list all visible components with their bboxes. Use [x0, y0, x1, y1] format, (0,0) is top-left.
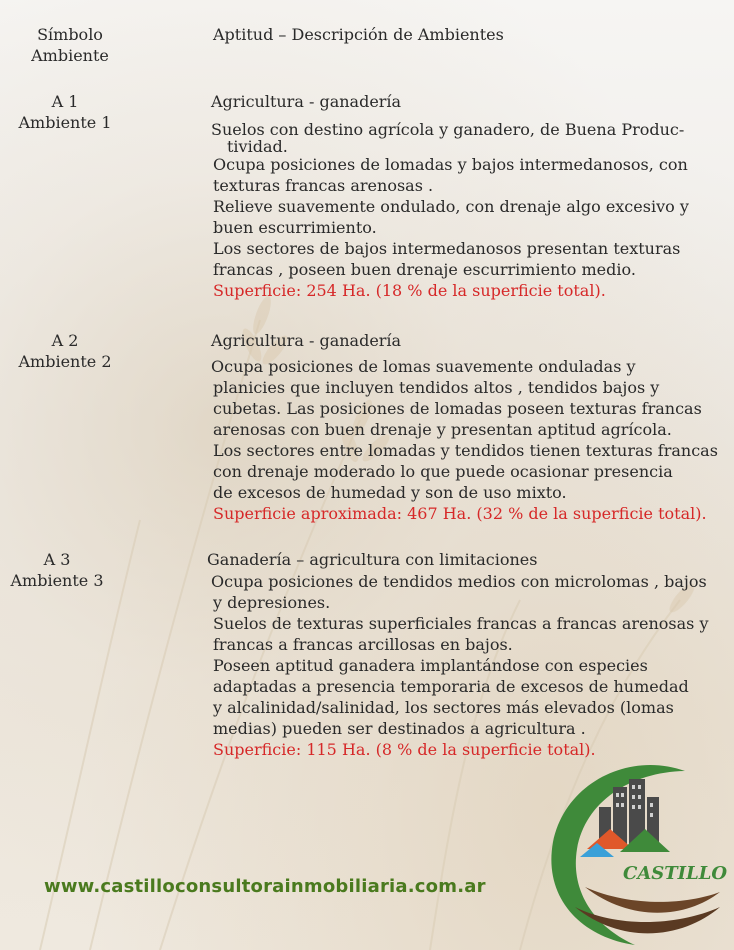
logo-text: CASTILLO [623, 863, 728, 884]
header-aptitude-col: Aptitud – Descripción de Ambientes [213, 25, 504, 44]
env1-line: tividad. [227, 137, 288, 156]
env2-line: cubetas. Las posiciones de lomadas poseen texturas francas [213, 399, 702, 418]
env1-name: Ambiente 1 [18, 113, 112, 132]
env2-aptitude: Agricultura - ganadería [211, 331, 402, 350]
env3-line: adaptadas a presencia temporaria de excesos de humedad [213, 677, 689, 696]
env1-line: buen escurrimiento. [213, 218, 377, 237]
env3-line: Ocupa posiciones de tendidos medios con microlomas , bajos [211, 572, 707, 591]
env2-description [211, 356, 718, 524]
env2-symbol [10, 330, 120, 372]
env1-line: francas , poseen buen drenaje escurrimiento medio. [213, 260, 636, 279]
env3-aptitude: Ganadería – agricultura con limitaciones [207, 550, 538, 569]
env1-line: texturas francas arenosas . [213, 176, 434, 195]
env2-name: Ambiente 2 [18, 352, 112, 371]
env2-line: planicies que incluyen tendidos altos , tendidos bajos y [213, 378, 660, 397]
env3-line: francas a francas arcillosas en bajos. [213, 635, 513, 654]
header-symbol-line1: Símbolo [37, 25, 103, 44]
env1-surface: Superficie: 254 Ha. (18 % de la superficie total). [213, 281, 606, 300]
env3-code: A 3 [43, 550, 71, 569]
env2-line: Los sectores entre lomadas y tendidos tienen texturas francas [213, 441, 718, 460]
env1-aptitude: Agricultura - ganadería [211, 92, 402, 111]
env3-line: Poseen aptitud ganadera implantándose con especies [213, 656, 648, 675]
castillo-logo [535, 757, 730, 947]
env3-line: y alcalinidad/salinidad, los sectores más elevados (lomas [213, 698, 674, 717]
header-symbol-line2: Ambiente [31, 46, 109, 65]
env3-description [211, 571, 709, 760]
env1-code: A 1 [51, 92, 79, 111]
env3-name: Ambiente 3 [10, 571, 104, 590]
header-symbol-col [20, 24, 120, 66]
env2-line: Ocupa posiciones de lomas suavemente onduladas y [211, 357, 636, 376]
website-url-link[interactable]: www.castilloconsultorainmobiliaria.com.ar [44, 876, 486, 897]
env3-surface: Superficie: 115 Ha. (8 % de la superficie total). [213, 740, 596, 759]
env1-description [211, 119, 689, 301]
env3-symbol [2, 549, 112, 591]
env1-line: Suelos con destino agrícola y ganadero, de Buena Produc- [211, 120, 685, 139]
env3-line: Suelos de texturas superficiales francas a francas arenosas y [213, 614, 709, 633]
env2-line: con drenaje moderado lo que puede ocasionar presencia [213, 462, 673, 481]
env2-line: arenosas con buen drenaje y presentan aptitud agrícola. [213, 420, 672, 439]
env3-line: medias) pueden ser destinados a agricultura . [213, 719, 586, 738]
env2-line: de excesos de humedad y son de uso mixto. [213, 483, 567, 502]
env1-symbol [10, 91, 120, 133]
env3-line: y depresiones. [213, 593, 331, 612]
env1-line: Los sectores de bajos intermedanosos presentan texturas [213, 239, 681, 258]
env1-line: Relieve suavemente ondulado, con drenaje algo excesivo y [213, 197, 689, 216]
env2-code: A 2 [51, 331, 79, 350]
env2-surface: Superficie aproximada: 467 Ha. (32 % de la superficie total). [213, 504, 707, 523]
env1-line: Ocupa posiciones de lomadas y bajos intermedanosos, con [213, 155, 688, 174]
